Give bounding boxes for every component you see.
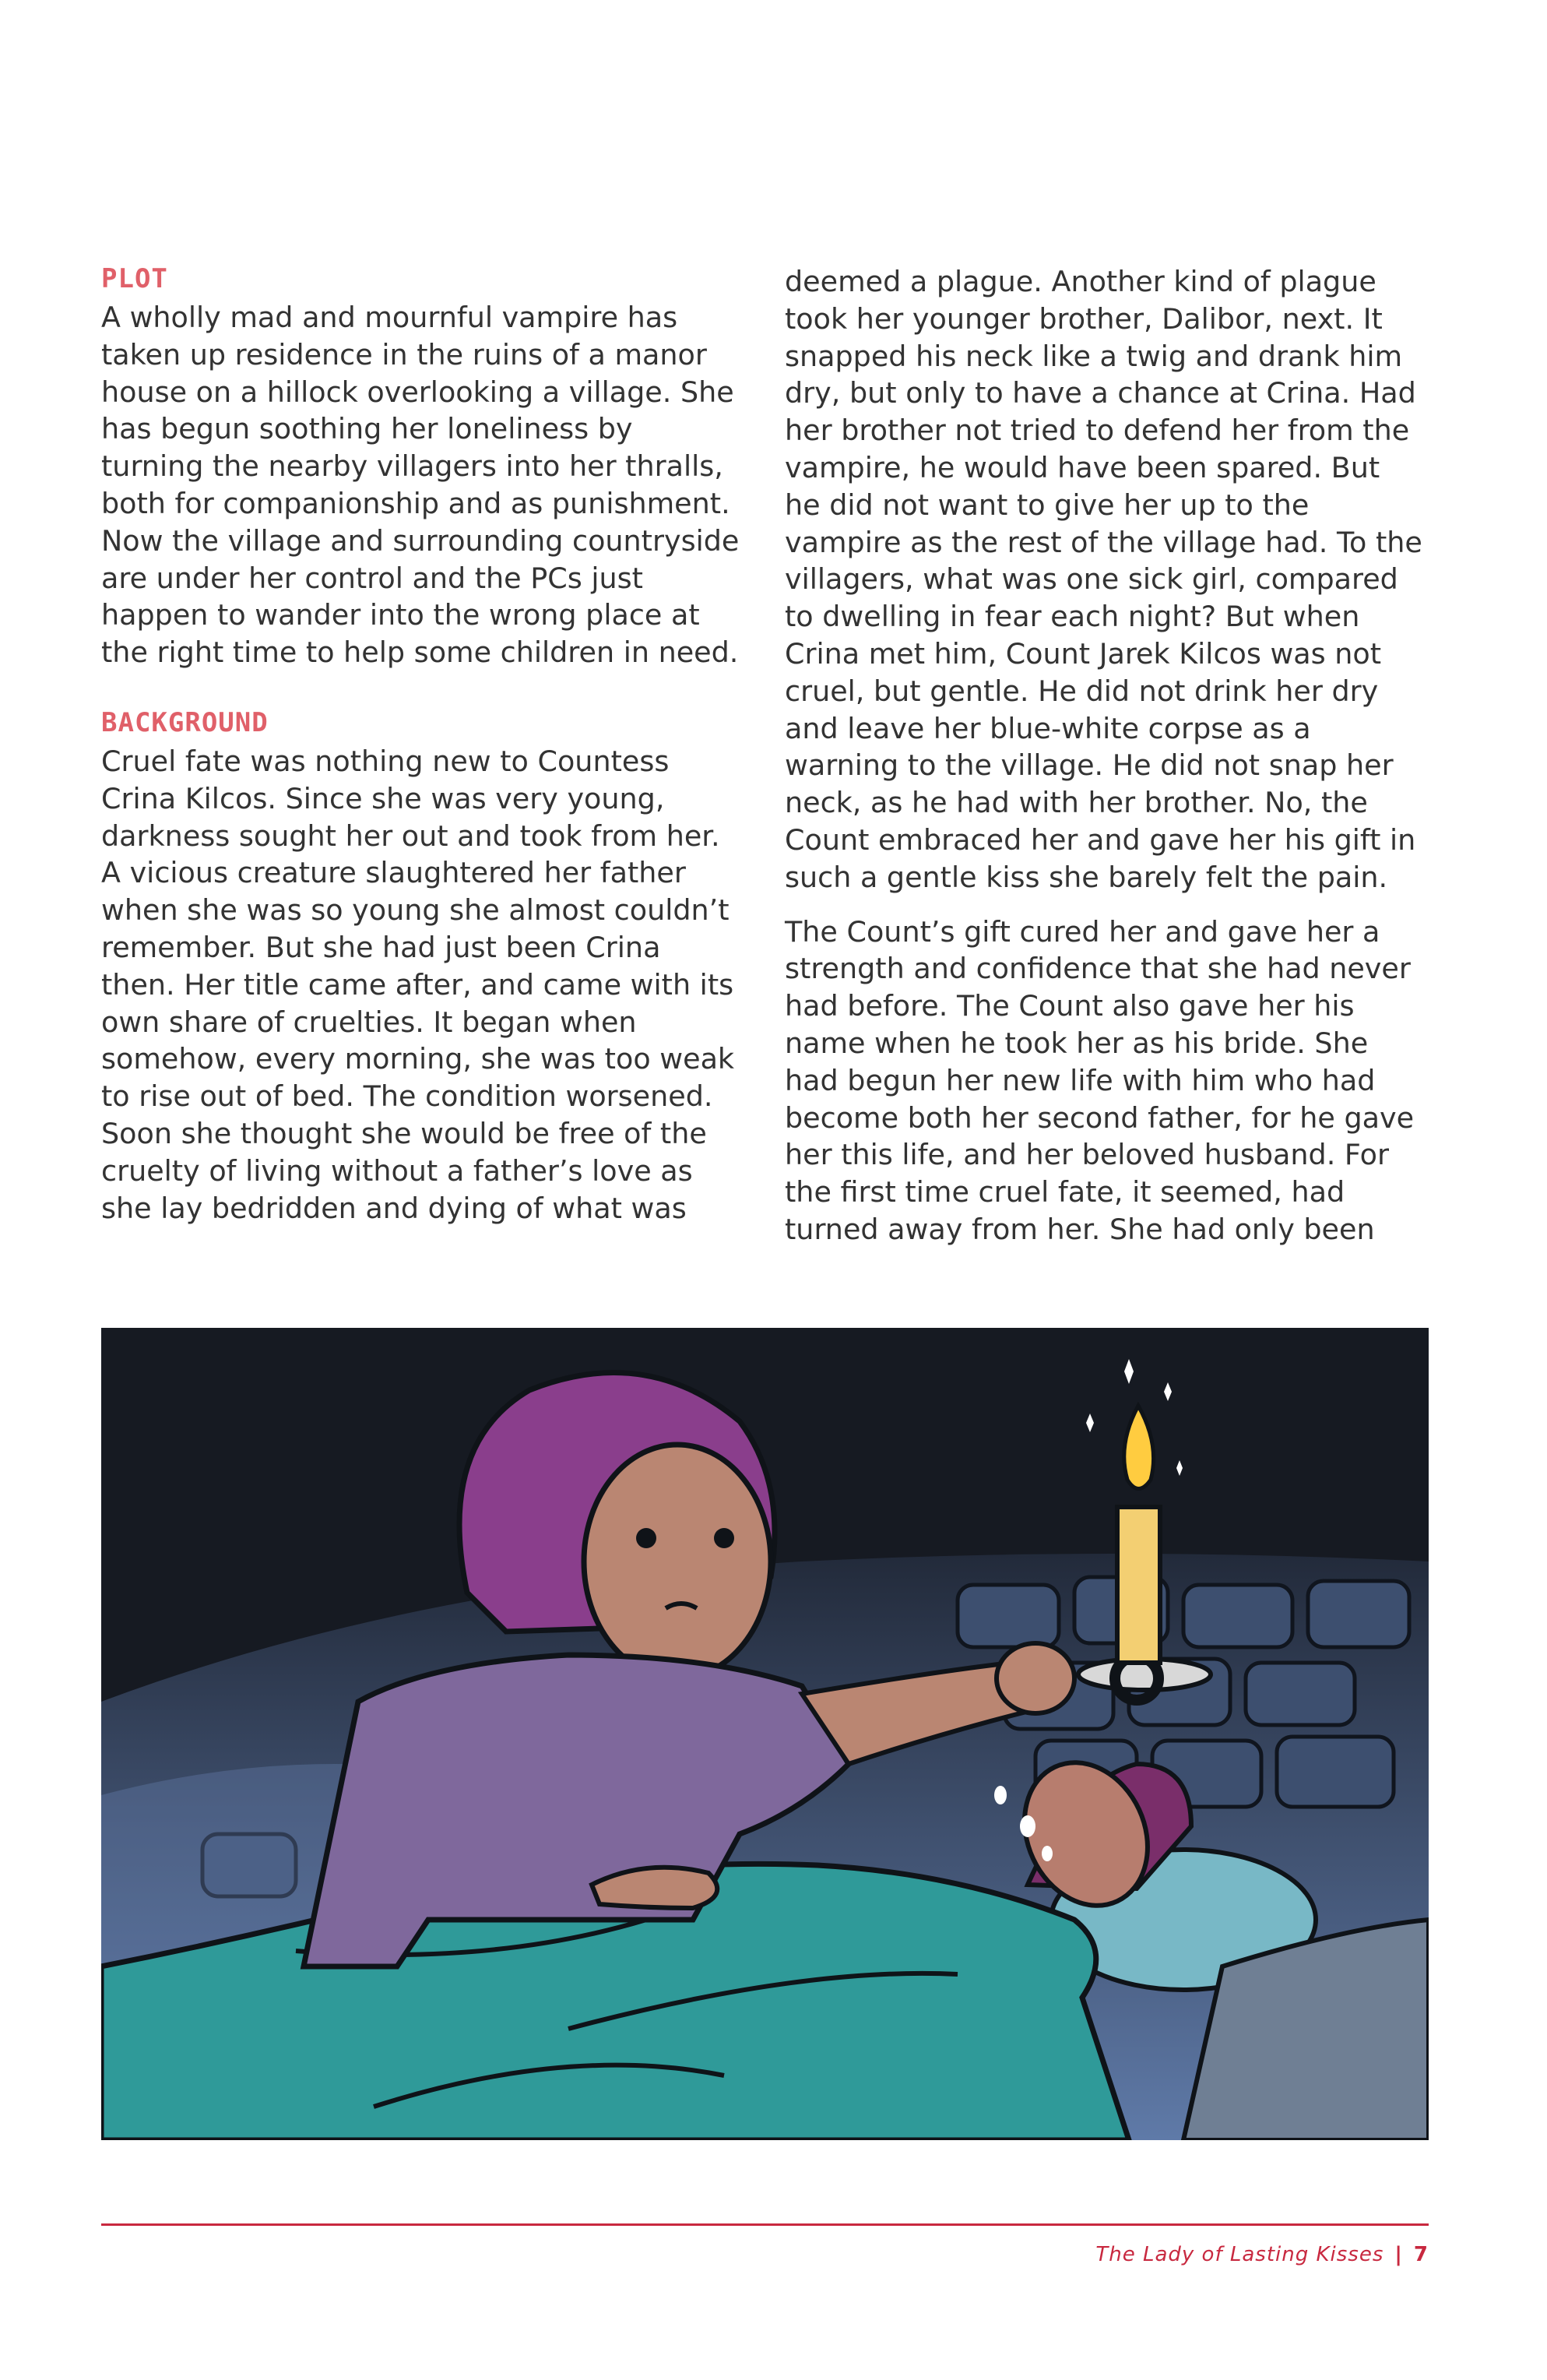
background-paragraph-1-continued	[785, 263, 1423, 896]
footer-rule	[101, 2223, 1429, 2226]
background-paragraph-2: The Count’s gift cured her and gave her a strength and confidence that she had never had before. The Count also gave her his name when he took her as his bride. She had begun her new life with him who had become both her second father, for he gave her this life, and her beloved husband. For the first time cruel fate, it seemed, had turned away from her. She had only been	[785, 914, 1415, 1246]
background-heading: BACKGROUND	[101, 706, 269, 738]
candle	[1117, 1507, 1160, 1663]
plot-paragraph: A wholly mad and mournful vampire has taken up residence in the ruins of a manor house on a hillock overlooking a village. She has begun soothing her loneliness by turning the nearby villagers into her thralls, both for companionship and as punishment. Now the village and surrounding countryside are under her control and the PCs just happen to wander into the wrong place at the right time to help some children in need.	[101, 301, 740, 670]
page-number: 7	[1413, 2243, 1429, 2266]
background-paragraph-1-part-1: Cruel fate was nothing new to Countess Crina Kilcos. Since she was very young, darkness sought her out and took from her. A vicious creature slaughtered her father when she was so young she almost couldn’t remember. But she had just been Crina then. Her title came after, and came with its own share of cruelties. It began when somehow, every morning, she was too weak to rise out of bed. The condition worsened. Soon she thought she would be free of the cruelty of living without a father’s love as she lay bedridden and dying of what was	[101, 744, 735, 1225]
background-paragraph-1-part-2: deemed a plague. Another kind of plague took her younger brother, Dalibor, next. It snapped his neck like a twig and drank him dry, but only to have a chance at Crina. Had her brother not tried to defend her from the vampire, he would have been spared. But he did not want to give her up to the vampire as the rest of the village had. To the villagers, what was one sick girl, compared to dwelling in fear each night? But when Crina met him, Count Jarek Kilcos was not cruel, but gentle. He did not drink her dry and leave her blue-white corpse as a warning to the village. He did not snap her neck, as he had with her brother. No, the Count embraced her and gave her his gift in such a gentle kiss she barely felt the pain.	[785, 265, 1422, 894]
boy-hand	[997, 1643, 1074, 1713]
background-paragraph-1	[101, 743, 740, 1227]
boy-face	[584, 1445, 771, 1678]
plot-heading: PLOT	[101, 263, 168, 294]
left-column	[101, 259, 740, 1227]
footer-title: The Lady of Lasting Kisses	[1095, 2243, 1384, 2266]
bedside-illustration	[101, 1328, 1429, 2140]
footer	[1095, 2243, 1429, 2266]
footer-separator: |	[1394, 2243, 1403, 2266]
right-column	[785, 263, 1423, 1248]
